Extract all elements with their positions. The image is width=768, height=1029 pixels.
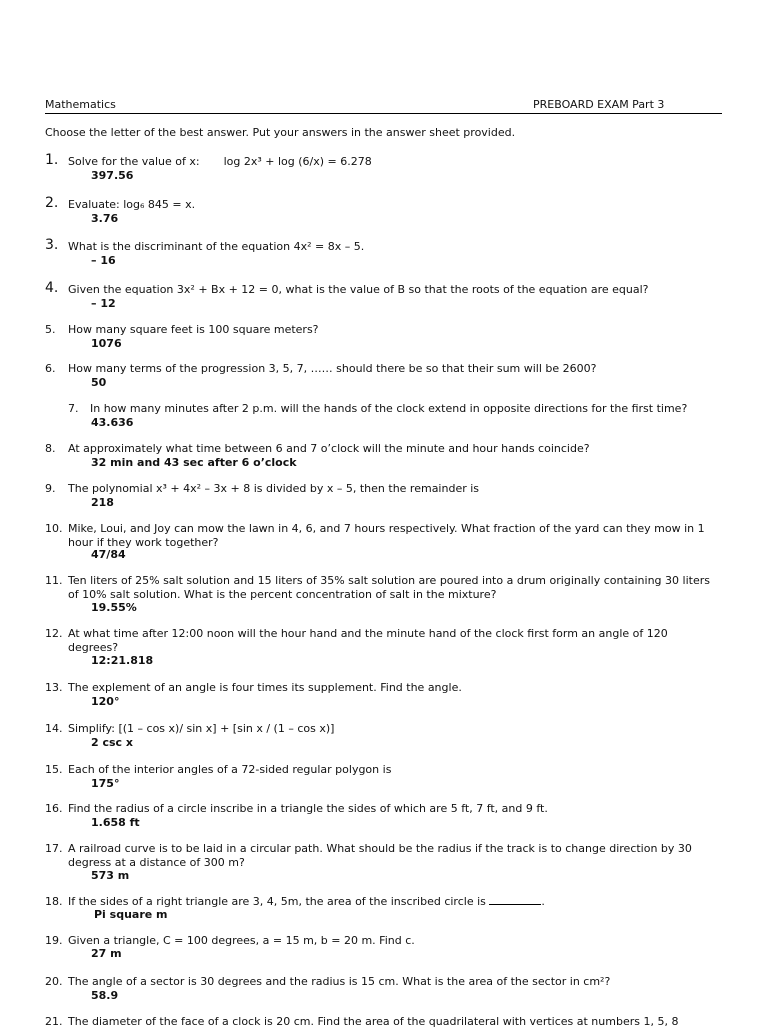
answer: 32 min and 43 sec after 6 o’clock	[91, 456, 297, 469]
question-number: 2.	[45, 195, 59, 211]
instructions: Choose the letter of the best answer. Put your answers in the answer sheet provided.	[45, 126, 516, 139]
exam-title: PREBOARD EXAM Part 3	[533, 98, 665, 111]
page-header	[45, 97, 722, 114]
question-text: Mike, Loui, and Joy can mow the lawn in 4, 6, and 7 hours respectively. What fraction of the yard can they mow in 1 hour if they work together?	[68, 522, 705, 549]
question-number: 17.	[45, 842, 63, 855]
answer: – 16	[91, 254, 116, 267]
question-number: 13.	[45, 681, 63, 694]
question-text: The explement of an angle is four times its supplement. Find the angle.	[68, 681, 462, 694]
question-number: 7.	[68, 402, 79, 415]
answer-blank	[489, 895, 541, 905]
question-text: The polynomial x³ + 4x² – 3x + 8 is divided by x – 5, then the remainder is	[68, 482, 480, 495]
question-number: 16.	[45, 802, 63, 815]
question-number: 19.	[45, 934, 63, 947]
answer: 3.76	[91, 212, 119, 225]
question-number: 10.	[45, 522, 63, 535]
answer: – 12	[91, 297, 116, 310]
question-prompt: If the sides of a right triangle are 3, 4, 5m, the area of the inscribed circle is	[68, 895, 486, 908]
answer: 1.658 ft	[91, 816, 140, 829]
answer: 50	[91, 376, 107, 389]
question-number: 12.	[45, 627, 63, 640]
subject-label: Mathematics	[45, 98, 116, 111]
question-text: How many terms of the progression 3, 5, 7, …… should there be so that their sum will be 2600?	[68, 362, 597, 375]
question-text: The angle of a sector is 30 degrees and the radius is 15 cm. What is the area of the sector in cm²?	[68, 975, 611, 988]
answer: 19.55%	[91, 601, 137, 614]
question-text	[68, 895, 718, 909]
question-text: At what time after 12:00 noon will the hour hand and the minute hand of the clock first form an angle of 120 degrees?	[68, 627, 668, 654]
answer: 47/84	[91, 548, 126, 561]
question-equation: log 2x³ + log (6/x) = 6.278	[223, 155, 372, 168]
question-text: Simplify: [(1 – cos x)/ sin x] + [sin x / (1 – cos x)]	[68, 722, 335, 735]
question-number: 20.	[45, 975, 63, 988]
answer: 175°	[91, 777, 120, 790]
question-number: 9.	[45, 482, 56, 495]
answer: Pi square m	[94, 908, 168, 921]
question-number: 8.	[45, 442, 56, 455]
question-text: What is the discriminant of the equation 4x² = 8x – 5.	[68, 240, 365, 253]
question-number: 18.	[45, 895, 63, 908]
answer: 573 m	[91, 869, 130, 882]
question-number: 21.	[45, 1015, 63, 1028]
question-text: In how many minutes after 2 p.m. will the hands of the clock extend in opposite directions for the first time?	[90, 402, 688, 415]
question-text: Evaluate: log₆ 845 = x.	[68, 198, 196, 211]
question-end: .	[541, 895, 545, 908]
answer: 120°	[91, 695, 120, 708]
answer: 58.9	[91, 989, 119, 1002]
question-text: Given a triangle, C = 100 degrees, a = 15 m, b = 20 m. Find c.	[68, 934, 415, 947]
answer: 218	[91, 496, 114, 509]
question-number: 6.	[45, 362, 56, 375]
answer: 1076	[91, 337, 122, 350]
question-number: 5.	[45, 323, 56, 336]
answer: 397.56	[91, 169, 134, 182]
question-number: 1.	[45, 152, 59, 168]
question-number: 14.	[45, 722, 63, 735]
question-text: A railroad curve is to be laid in a circular path. What should be the radius if the track is to change direction by 30 degress at a distance of 300 m?	[68, 842, 692, 869]
question-text: Given the equation 3x² + Bx + 12 = 0, what is the value of B so that the roots of the equation are equal?	[68, 283, 649, 296]
question-text: The diameter of the face of a clock is 20 cm. Find the area of the quadrilateral with vertices at numbers 1, 5, 8	[68, 1015, 679, 1028]
question-text: How many square feet is 100 square meters?	[68, 323, 319, 336]
answer: 12:21.818	[91, 654, 154, 667]
question-text	[68, 155, 718, 169]
answer: 27 m	[91, 947, 122, 960]
question-number: 3.	[45, 237, 59, 253]
question-text: At approximately what time between 6 and 7 o’clock will the minute and hour hands coincide?	[68, 442, 590, 455]
question-number: 11.	[45, 574, 63, 587]
question-text: Ten liters of 25% salt solution and 15 liters of 35% salt solution are poured into a drum originally containing 30 liters of 10% salt solution. What is the percent concentration of salt in the mixture?	[68, 574, 710, 601]
question-number: 15.	[45, 763, 63, 776]
question-prompt: Solve for the value of x:	[68, 155, 200, 168]
question-number: 4.	[45, 280, 59, 296]
answer: 2 csc x	[91, 736, 133, 749]
answer: 43.636	[91, 416, 134, 429]
question-text: Find the radius of a circle inscribe in a triangle the sides of which are 5 ft, 7 ft, and 9 ft.	[68, 802, 548, 815]
question-text: Each of the interior angles of a 72-sided regular polygon is	[68, 763, 392, 776]
